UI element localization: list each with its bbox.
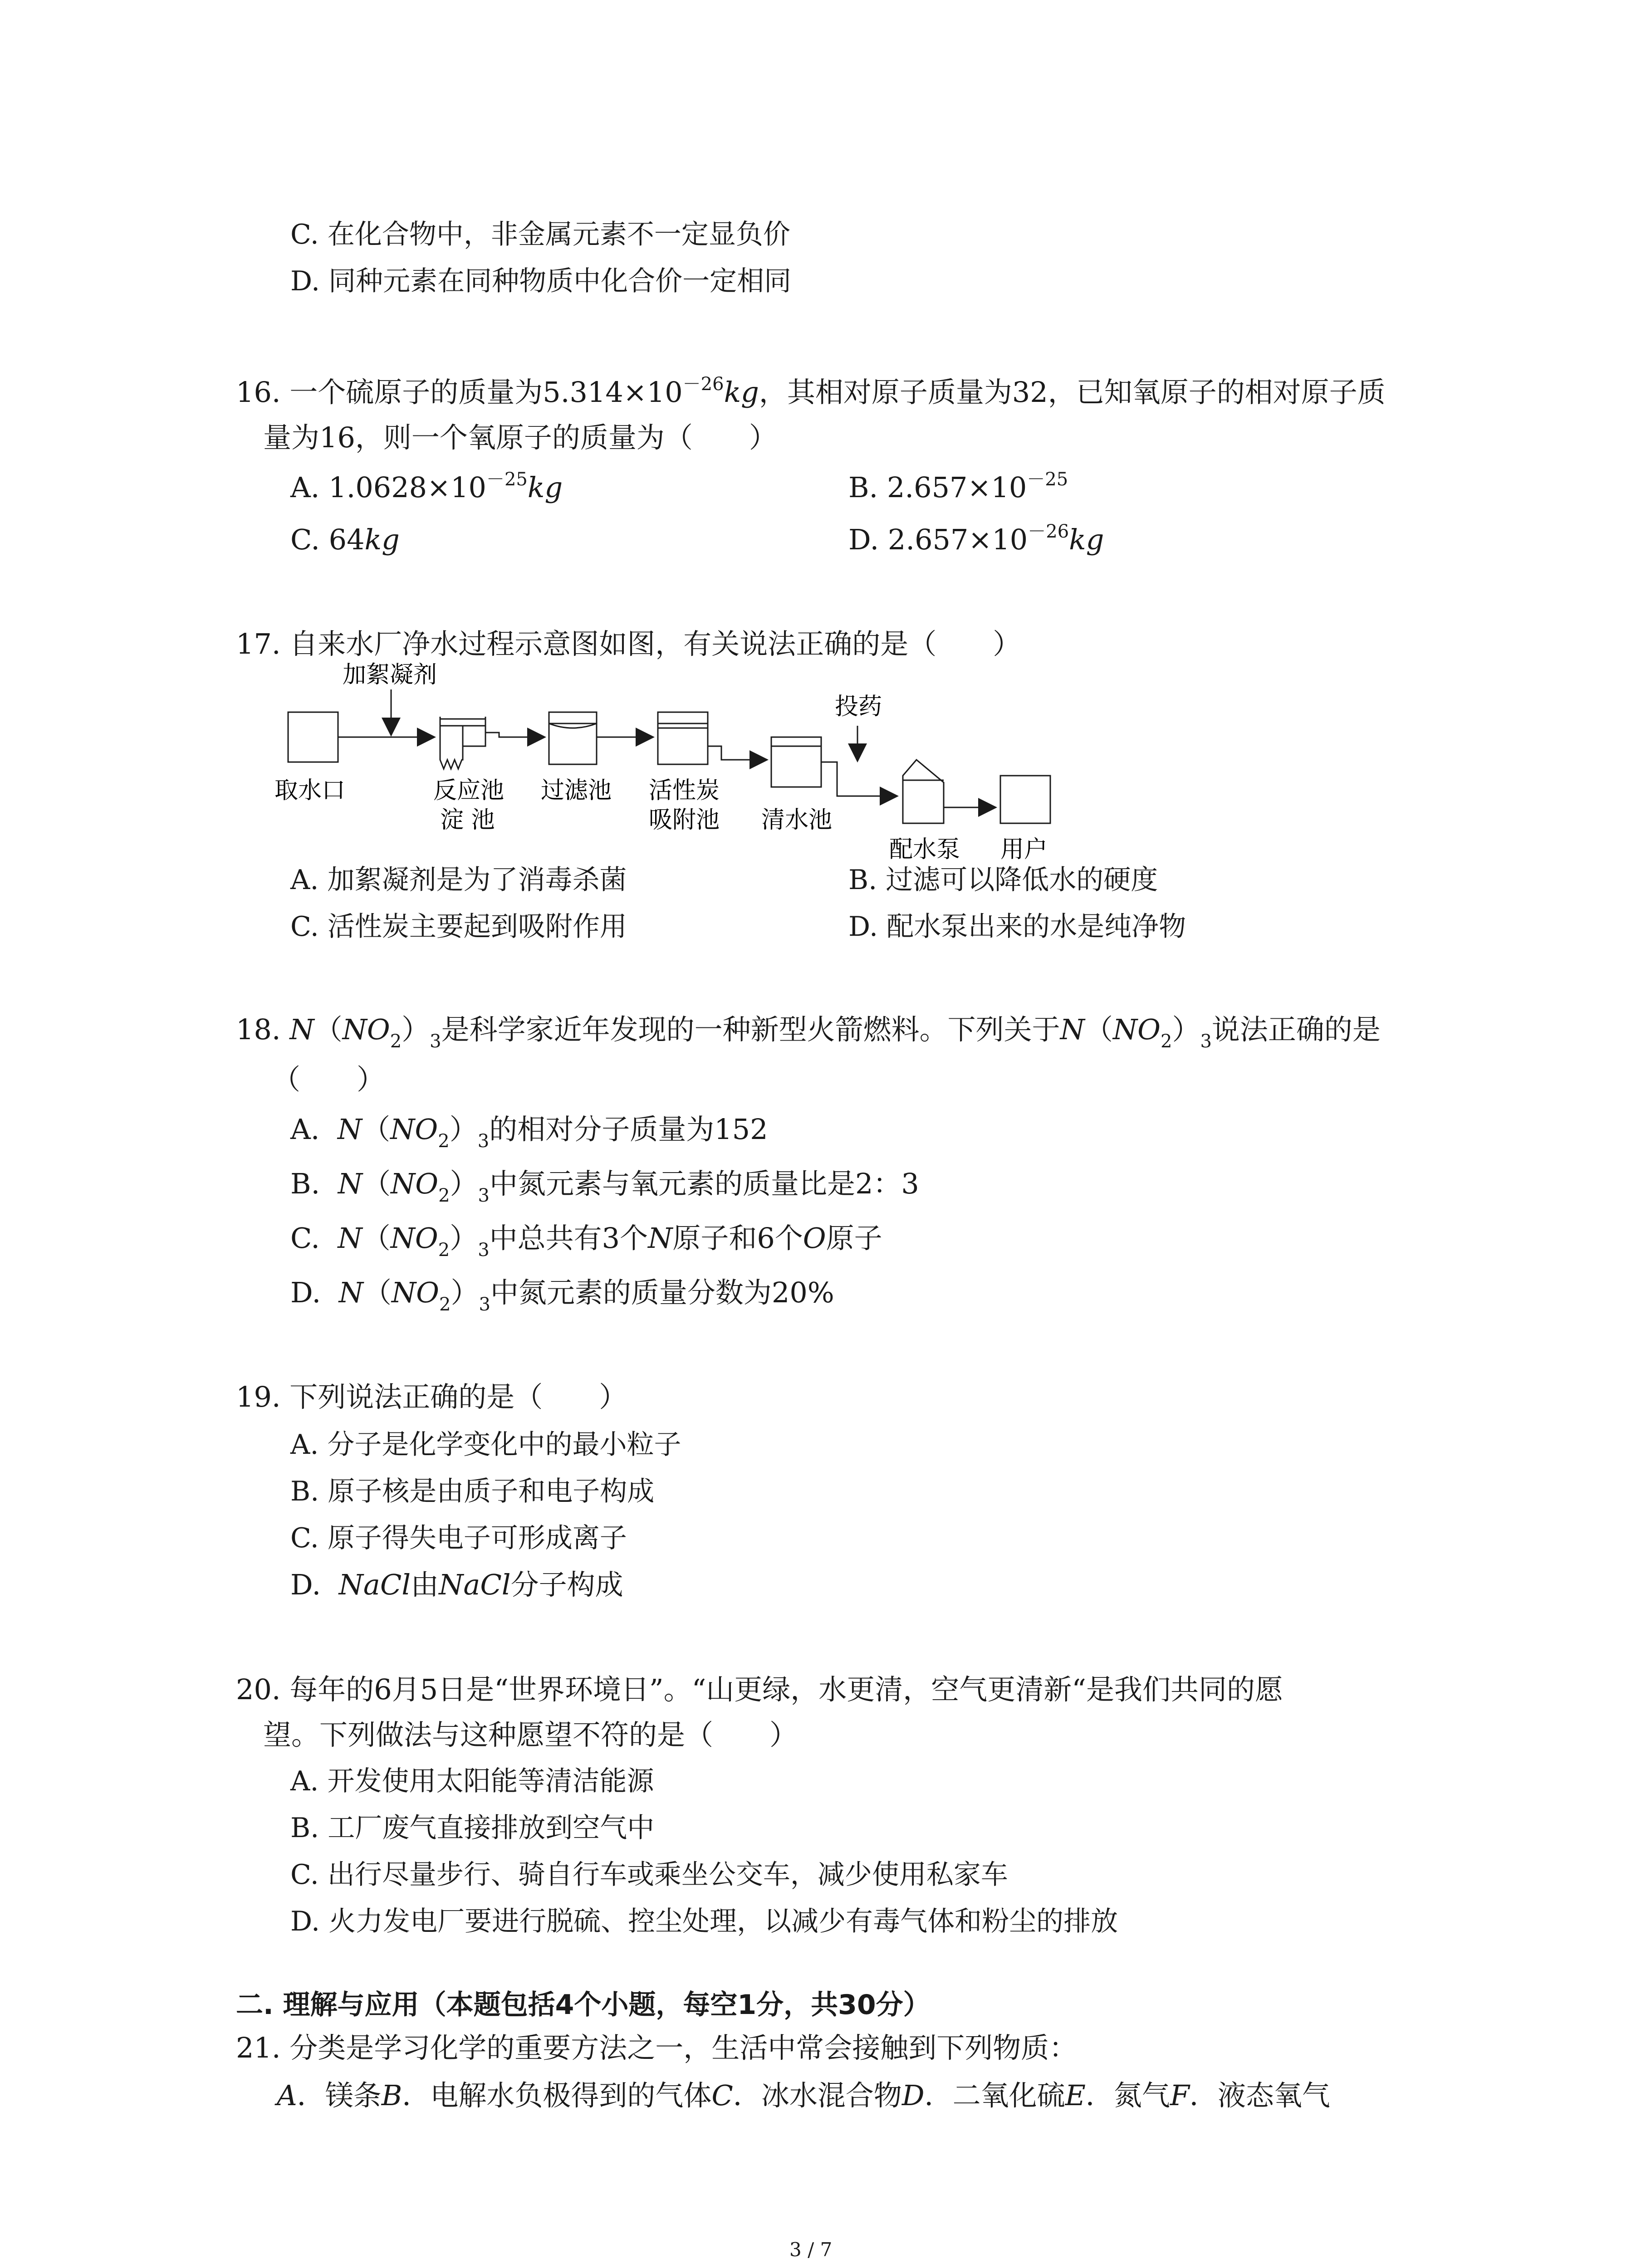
pump-shape — [903, 760, 944, 823]
q18-option-b — [290, 1163, 919, 1208]
q18-c-f-no: NO — [390, 1222, 438, 1255]
q18-d-f-sub2: 2 — [439, 1294, 451, 1315]
q16-b-text: B. 2.657×10 — [848, 471, 1027, 504]
q18-b-f-sub3: 3 — [478, 1185, 490, 1206]
q17-stem: 17. 自来水厂净水过程示意图如图，有关说法正确的是（ ） — [236, 627, 1021, 660]
q16-c-text: C. 64 — [290, 523, 365, 556]
filter-tank — [549, 712, 597, 764]
q19-d-formula-2: NaCl — [439, 1568, 511, 1601]
q18-a-letter: A. — [290, 1113, 320, 1146]
label-pump: 配水泵 — [889, 836, 960, 863]
q18-c-text-2: 原子和6个 — [672, 1222, 803, 1255]
q21-item-c-letter: C — [711, 2079, 733, 2112]
q18-b-letter: B. — [290, 1167, 320, 1200]
q18-f2-lp: （ — [1084, 1013, 1113, 1046]
q16-a-exp: －25 — [486, 469, 528, 490]
q18-c-f-n: N — [338, 1222, 362, 1255]
q18-a-f-n: N — [337, 1113, 362, 1146]
q21-item-f-text: ．液态氧气 — [1189, 2079, 1330, 2112]
carbon-tank — [658, 712, 708, 764]
q16-a-unit: kg — [527, 471, 563, 504]
label-carbon-2: 吸附池 — [649, 807, 720, 834]
q16-stem-line2: 量为16，则一个氧原子的质量为（ ） — [263, 421, 777, 454]
q19-d-end: 分子构成 — [510, 1568, 623, 1601]
q18-c-letter: C. — [290, 1222, 320, 1255]
q18-c-f-sub2: 2 — [438, 1240, 450, 1261]
q18-f2-rp: ） — [1172, 1013, 1200, 1046]
q16-option-d — [848, 519, 1104, 564]
q19-option-b: B. 原子核是由质子和电子构成 — [290, 1476, 655, 1507]
q18-b-f-lp: （ — [362, 1167, 391, 1200]
q21-item-f-letter: F — [1170, 2079, 1190, 2112]
q18-c-f-sub3: 3 — [478, 1240, 490, 1261]
q19-option-c: C. 原子得失电子可形成离子 — [290, 1522, 627, 1554]
label-flocculant: 加絮凝剂 — [343, 661, 437, 689]
q18-d-letter: D. — [290, 1276, 321, 1309]
q18-f2-no: NO — [1112, 1013, 1161, 1046]
q17-option-d: D. 配水泵出来的水是纯净物 — [848, 911, 1186, 943]
q18-f-no: NO — [342, 1013, 390, 1046]
q21-item-a-letter: A — [277, 2079, 297, 2112]
page-number: 3 / 7 — [789, 2239, 833, 2261]
q21-item-b-text: ．电解水负极得到的气体 — [402, 2079, 712, 2112]
q18-d-text: 中氮元素的质量分数为20% — [490, 1276, 834, 1309]
label-reaction-1: 反应池 — [433, 777, 505, 804]
label-carbon-1: 活性炭 — [649, 777, 720, 804]
q18-a-f-sub2: 2 — [438, 1131, 450, 1152]
q16-b-exp: －25 — [1027, 469, 1068, 490]
q16-d-text: D. 2.657×10 — [848, 523, 1028, 556]
water-treatment-diagram — [263, 658, 1098, 866]
q16-stem-line1 — [236, 372, 1386, 416]
q21-stem: 21. 分类是学习化学的重要方法之一，生活中常会接触到下列物质： — [236, 2031, 1078, 2064]
q16-option-b — [848, 467, 1068, 512]
q20-option-a: A. 开发使用太阳能等清洁能源 — [290, 1765, 654, 1797]
q16-unit: kg — [724, 376, 759, 409]
q18-d-f-no: NO — [391, 1276, 439, 1309]
q19-d-letter: D. — [290, 1568, 321, 1601]
q21-item-b-letter: B — [381, 2079, 402, 2112]
clear-water-tank — [771, 737, 821, 787]
q18-stem-line1 — [236, 1009, 1381, 1054]
q19-d-mid: 由 — [411, 1568, 439, 1601]
q18-f-lp: （ — [314, 1013, 343, 1046]
q18-f-sub3: 3 — [430, 1031, 441, 1052]
arrow-reaction-filter — [485, 733, 544, 737]
q18-stem-mid: 是科学家近年发现的一种新型火箭燃料。下列关于 — [441, 1013, 1060, 1046]
q18-option-a — [290, 1109, 768, 1154]
arrow-carbon-clear — [708, 746, 766, 760]
q18-f2-sub2: 2 — [1160, 1031, 1172, 1052]
q18-f2-n: N — [1060, 1013, 1085, 1046]
q16-c-unit: kg — [364, 523, 400, 556]
q17-option-c: C. 活性炭主要起到吸附作用 — [290, 911, 627, 943]
intake-box — [288, 712, 338, 762]
label-intake: 取水口 — [274, 777, 346, 804]
q21-item-c-text: ．冰水混合物 — [733, 2079, 902, 2112]
q19-d-formula-1: NaCl — [338, 1568, 411, 1601]
q18-a-f-lp: （ — [362, 1113, 391, 1146]
q21-item-a-text: ．镁条 — [297, 2079, 382, 2112]
q18-b-f-rp: ） — [450, 1167, 478, 1200]
q21-items — [277, 2075, 1330, 2116]
q16-exponent: －26 — [682, 374, 724, 395]
q19-option-d — [290, 1564, 623, 1605]
q18-a-f-no: NO — [390, 1113, 438, 1146]
q18-a-text: 的相对分子质量为152 — [489, 1113, 768, 1146]
q16-d-unit: kg — [1069, 523, 1104, 556]
q21-item-e-text: ．氮气 — [1085, 2079, 1170, 2112]
q18-a-f-rp: ） — [449, 1113, 478, 1146]
q18-b-text: 中氮元素与氧元素的质量比是2：3 — [489, 1167, 919, 1200]
q18-f2-sub3: 3 — [1200, 1031, 1212, 1052]
q18-b-f-sub2: 2 — [438, 1185, 450, 1206]
q18-option-d — [290, 1272, 834, 1317]
q18-d-f-rp: ） — [451, 1276, 479, 1309]
q18-f-n: N — [289, 1013, 314, 1046]
q16-option-a — [290, 467, 563, 512]
q20-option-b: B. 工厂废气直接排放到空气中 — [290, 1812, 655, 1844]
q18-d-f-sub3: 3 — [479, 1294, 490, 1315]
label-dosing: 投药 — [835, 693, 882, 720]
q18-b-f-n: N — [338, 1167, 362, 1200]
q18-c-f-rp: ） — [450, 1222, 478, 1255]
q17-option-b: B. 过滤可以降低水的硬度 — [848, 864, 1158, 896]
q16-stem-text-2: ，其相对原子质量为32，已知氧原子的相对原子质 — [759, 376, 1386, 409]
q21-item-d-text: ．二氧化硫 — [924, 2079, 1065, 2112]
user-box — [1000, 776, 1050, 823]
label-reaction-2: 淀 池 — [440, 807, 495, 834]
q18-c-f-lp: （ — [362, 1222, 391, 1255]
label-clear-water: 清水池 — [761, 807, 833, 834]
q18-c-text-o: O — [803, 1222, 826, 1255]
q18-c-text-3: 原子 — [826, 1222, 882, 1255]
q18-d-f-lp: （ — [363, 1276, 392, 1309]
q16-option-c — [290, 519, 400, 560]
arrow-clear-pump — [821, 762, 896, 796]
q20-option-c: C. 出行尽量步行、骑自行车或乘坐公交车，减少使用私家车 — [290, 1859, 1008, 1891]
q16-a-text: A. 1.0628×10 — [290, 471, 486, 504]
q20-option-d: D. 火力发电厂要进行脱硫、控尘处理，以减少有毒气体和粉尘的排放 — [290, 1906, 1118, 1937]
q18-stem-end: 说法正确的是 — [1211, 1013, 1381, 1046]
q19-stem: 19. 下列说法正确的是（ ） — [236, 1380, 627, 1413]
q18-c-text-1: 中总共有3个 — [489, 1222, 648, 1255]
q18-number: 18. — [236, 1013, 281, 1046]
q18-b-f-no: NO — [390, 1167, 439, 1200]
q18-a-f-sub3: 3 — [477, 1131, 490, 1152]
q18-c-text-n: N — [648, 1222, 673, 1255]
q21-item-d-letter: D — [901, 2079, 925, 2112]
section-2-title: 二. 理解与应用（本题包括4个小题，每空1分，共30分） — [236, 1989, 931, 2021]
q18-f-rp: ） — [402, 1013, 430, 1046]
q19-option-a: A. 分子是化学变化中的最小粒子 — [290, 1429, 681, 1461]
q17-option-a: A. 加絮凝剂是为了消毒杀菌 — [290, 864, 627, 896]
q21-item-e-letter: E — [1065, 2079, 1086, 2112]
q18-option-c — [290, 1218, 882, 1262]
q18-f-sub2: 2 — [390, 1031, 402, 1052]
q20-stem-line2: 望。下列做法与这种愿望不符的是（ ） — [263, 1718, 798, 1751]
q16-d-exp: －26 — [1028, 521, 1069, 542]
q18-d-f-n: N — [338, 1276, 363, 1309]
q20-stem-line1: 20. 每年的6月5日是“世界环境日”。“山更绿，水更清，空气更清新“是我们共同的愿 — [236, 1673, 1283, 1706]
label-user: 用户 — [1000, 836, 1048, 863]
q15-option-d: D. 同种元素在同种物质中化合价一定相同 — [290, 265, 792, 297]
label-filter: 过滤池 — [541, 777, 612, 804]
q18-stem-line2: （ ） — [272, 1063, 385, 1096]
q15-option-c: C. 在化合物中，非金属元素不一定显负价 — [290, 219, 790, 250]
q16-stem-text: 16. 一个硫原子的质量为5.314×10 — [236, 376, 683, 409]
